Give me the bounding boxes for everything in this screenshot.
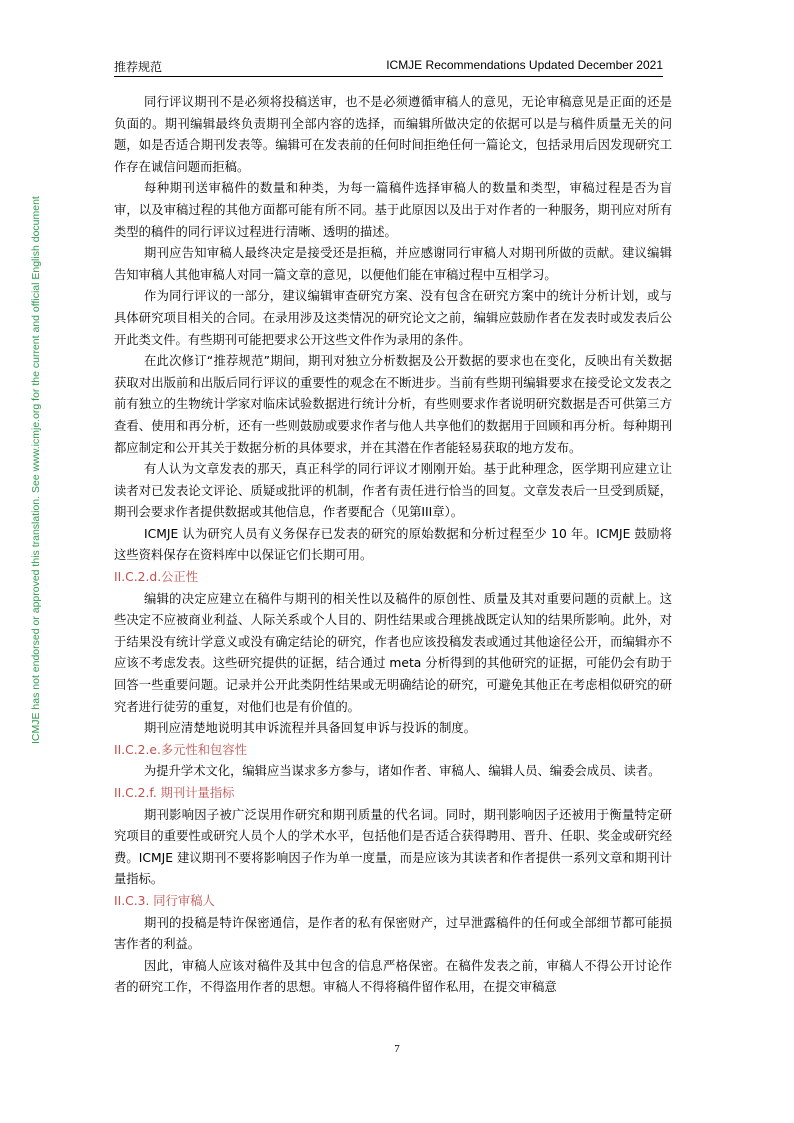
paragraph: 每种期刊送审稿件的数量和种类，为每一篇稿件选择审稿人的数量和类型，审稿过程是否为盲审，以及审稿过程的其他方面都可能有所不同。基于此原因以及出于对作者的一种服务，期刊应对所有类型的稿件的同行评议过程进行清晰、透明的描述。 [114, 181, 672, 239]
paragraph: 在此次修订“推荐规范”期间，期刊对独立分析数据及公开数据的要求也在变化，反映出有关数据获取对出版前和出版后同行评议的重要性的观念在不断进步。当前有些期刊编辑要求在接受论文发表之前有独立的生物统计学家对临床试验数据进行统计分析，有些则要求作者说明研究数据是否可供第三方查看、使用和再分析，还有一些则鼓励或要求作者与他人共享他们的数据用于回顾和再分析。每种期刊都应制定和公开其关于数据分析的具体要求，并在其潜在作者能轻易获取的地方发布。 [114, 354, 672, 455]
section-heading-diversity: II.C.2.e.多元性和包容性 [114, 742, 247, 757]
paragraph: ICMJE 认为研究人员有义务保存已发表的研究的原始数据和分析过程至少 10 年。ICMJE 鼓励将这些资料保存在资料库中以保证它们长期可用。 [114, 526, 672, 563]
paragraph: 有人认为文章发表的那天，真正科学的同行评议才刚刚开始。基于此种理念，医学期刊应建立让读者对已发表论文评论、质疑或批评的机制，作者有责任进行恰当的回复。文章发表后一旦受到质疑，期刊会要求作者提供数据或其他信息，作者要配合（见第III章）。 [114, 462, 672, 520]
paragraph: 期刊应清楚地说明其申诉流程并具备回复申诉与投诉的制度。 [144, 721, 477, 736]
header-left-title: 推荐规范 [114, 60, 163, 74]
paragraph: 因此，审稿人应该对稿件及其中包含的信息严格保密。在稿件发表之前，审稿人不得公开讨论作者的研究工作，不得盗用作者的思想。审稿人不得将稿件留作私用，在提交审稿意 [114, 958, 672, 995]
paragraph: 编辑的决定应建立在稿件与期刊的相关性以及稿件的原创性、质量及其对重要问题的贡献上。这些决定不应被商业利益、人际关系或个人目的、阴性结果或合理挑战既定认知的结果所影响。此外，对于结果没有统计学意义或没有确定结论的研究，作者也应该投稿发表或通过其他途径公开，而编辑亦不应该不考虑发表。这些研究提供的证据，结合通过 meta 分析得到的其他研究的证据，可能仍会有助于回答一些重要问题。记录并公开此类阴性结果或无明确结论的研究，可避免其他正在考虑相似研究的研究者进行徒劳的重复，对他们也是有价值的。 [114, 591, 672, 714]
paragraph: 期刊的投稿是特许保密通信，是作者的私有保密财产，过早泄露稿件的任何或全部细节都可能损害作者的利益。 [114, 915, 672, 952]
page-body [114, 92, 672, 999]
section-heading-fairness: II.C.2.d.公正性 [114, 570, 198, 585]
section-heading-journal-metrics: II.C.2.f. 期刊计量指标 [114, 786, 235, 800]
page-number: 7 [394, 1043, 400, 1055]
paragraph: 同行评议期刊不是必须将投稿送审，也不是必须遵循审稿人的意见，无论审稿意见是正面的还是负面的。期刊编辑最终负责期刊全部内容的选择，而编辑所做决定的依据可以是与稿件质量无关的问题，如是否适合期刊发表等。编辑可在发表前的任何时间拒绝任何一篇论文，包括录用后因发现研究工作存在诚信问题而拒稿。 [114, 95, 672, 174]
translation-disclaimer: ICMJE has not endorsed or approved this translation. See www.icmje.org for the current and official English document [30, 196, 42, 744]
paragraph: 作为同行评议的一部分，建议编辑审查研究方案、没有包含在研究方案中的统计分析计划，或与具体研究项目相关的合同。在录用涉及这类情况的研究论文之前，编辑应鼓励作者在发表时或发表后公开此类文件。有些期刊可能把要求公开这些文件作为录用的条件。 [114, 289, 672, 347]
paragraph: 为提升学术文化，编辑应当谋求多方参与，诸如作者、审稿人、编辑人员、编委会成员、读者。 [144, 764, 661, 779]
header-right-title: ICMJE Recommendations Updated December 2021 [386, 58, 663, 72]
paragraph: 期刊影响因子被广泛误用作研究和期刊质量的代名词。同时，期刊影响因子还被用于衡量特定研究项目的重要性或研究人员个人的学术水平，包括他们是否适合获得聘用、晋升、任职、奖金或研究经费。ICMJE 建议期刊不要将影响因子作为单一度量，而是应该为其读者和作者提供一系列文章和期刊计量指标。 [114, 807, 672, 887]
page-header [114, 56, 663, 77]
section-heading-peer-reviewers: II.C.3. 同行审稿人 [114, 893, 215, 908]
paragraph: 期刊应告知审稿人最终决定是接受还是拒稿，并应感谢同行审稿人对期刊所做的贡献。建议编辑告知审稿人其他审稿人对同一篇文章的意见，以便他们能在审稿过程中互相学习。 [114, 246, 672, 282]
